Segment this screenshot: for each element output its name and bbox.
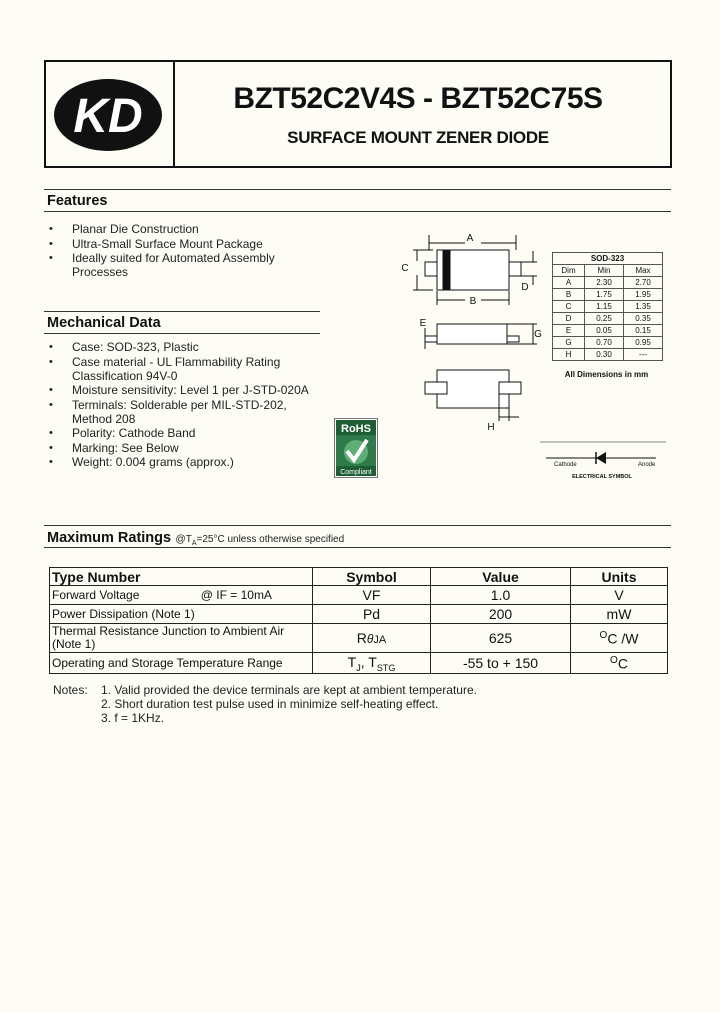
table-row	[50, 586, 668, 605]
mechanical-title: Mechanical Data	[47, 315, 161, 331]
value-cell: -55 to + 150	[431, 653, 571, 674]
dim-label-h: H	[487, 422, 495, 433]
dim-cell: 2.70	[624, 277, 663, 289]
table-row	[553, 301, 663, 313]
param-cell: Operating and Storage Temperature Range	[50, 653, 313, 674]
dim-cell: H	[553, 349, 585, 361]
unit-cell: $^O$C /W	[571, 624, 668, 653]
symbol-caption: ELECTRICAL SYMBOL	[572, 474, 632, 480]
ratings-table	[49, 567, 668, 674]
dim-label-b: B	[469, 296, 477, 307]
list-item-text: • Ideally suited for Automated Assembly	[72, 251, 275, 265]
unit-cell: $^O$C	[571, 653, 668, 674]
dimensions-table	[552, 252, 663, 361]
page-subtitle: SURFACE MOUNT ZENER DIODE	[287, 128, 549, 147]
rohs-icon	[334, 418, 378, 478]
dim-cell: 1.75	[585, 289, 624, 301]
ratings-header-units: Units	[571, 568, 668, 586]
dim-label-g: G	[534, 329, 542, 340]
dim-table-header: Min	[585, 265, 624, 277]
mechanical-list	[47, 340, 347, 470]
list-item	[47, 383, 347, 397]
table-row	[50, 653, 668, 674]
package-outline-drawing	[395, 225, 555, 435]
list-item	[47, 251, 347, 279]
list-item-text: Method 208	[72, 411, 136, 426]
dim-cell: 1.95	[624, 289, 663, 301]
list-item-text: • Marking: See Below	[72, 440, 179, 455]
ratings-header-symbol: Symbol	[313, 568, 431, 586]
dim-cell: 1.35	[624, 301, 663, 313]
ratings-header-type: Type Number	[50, 568, 313, 586]
features-rule-top	[44, 189, 671, 190]
dim-cell: D	[553, 313, 585, 325]
dim-cell: E	[553, 325, 585, 337]
table-row	[553, 277, 663, 289]
table-row	[50, 624, 668, 653]
list-item	[47, 398, 347, 426]
dim-cell: 0.30	[585, 349, 624, 361]
list-item-text: • Ultra-Small Surface Mount Package	[72, 236, 263, 251]
page-title: BZT52C2V4S - BZT52C75S	[233, 82, 603, 115]
value-cell: 625	[431, 624, 571, 653]
symbol-cell: RθJA	[313, 624, 431, 653]
table-row	[553, 337, 663, 349]
symbol-cell: Pd	[313, 605, 431, 624]
electrical-symbol	[538, 440, 668, 482]
dim-cell: A	[553, 277, 585, 289]
kd-logo	[52, 76, 164, 154]
dim-label-a: A	[466, 233, 474, 244]
dim-cell: 0.05	[585, 325, 624, 337]
list-item	[47, 441, 347, 455]
dim-table-header: Dim	[553, 265, 585, 277]
unit-cell: V	[571, 586, 668, 605]
note-item: 3. f = 1KHz.	[101, 711, 165, 725]
table-row	[553, 313, 663, 325]
table-row	[553, 349, 663, 361]
dim-cell: 0.95	[624, 337, 663, 349]
ratings-heading	[47, 529, 344, 547]
dim-cell: G	[553, 337, 585, 349]
ratings-header-value: Value	[431, 568, 571, 586]
ratings-rule-bottom	[44, 547, 671, 548]
dim-cell: 1.15	[585, 301, 624, 313]
value-cell: 200	[431, 605, 571, 624]
param-cell: Forward Voltage @ IF = 10mA	[50, 586, 313, 605]
list-item	[47, 426, 347, 440]
list-item	[47, 340, 347, 354]
dim-cell: 0.25	[585, 313, 624, 325]
list-item-text: • Case: SOD-323, Plastic	[72, 340, 199, 354]
note-item: 1. Valid provided the device terminals are kept at ambient temperature.	[101, 683, 477, 697]
dim-label-e: E	[419, 318, 427, 329]
list-item-text: • Weight: 0.004 grams (approx.)	[72, 455, 234, 469]
rohs-top-text: RoHS	[341, 423, 371, 435]
dim-table-footer: All Dimensions in mm	[564, 370, 649, 379]
dim-cell: ---	[624, 349, 663, 361]
notes-list	[101, 683, 477, 725]
logo-text: KD	[73, 90, 143, 143]
symbol-cell: $T_J$, $T_{STG}$	[313, 653, 431, 674]
unit-cell: mW	[571, 605, 668, 624]
dim-cell: 0.70	[585, 337, 624, 349]
ratings-condition: $@T_A=25^\circ C$ unless otherwise specified	[175, 534, 345, 547]
list-item-text: • Planar Die Construction	[72, 222, 199, 236]
features-rule-bottom	[44, 211, 671, 212]
notes-label: Notes:	[53, 683, 88, 697]
dim-cell: 2.30	[585, 277, 624, 289]
table-row	[553, 289, 663, 301]
features-title: Features	[47, 193, 108, 209]
symbol-cathode-label: Cathode	[554, 462, 577, 468]
table-row	[553, 325, 663, 337]
list-item-text: Processes	[72, 265, 129, 279]
dim-cell: B	[553, 289, 585, 301]
dim-cell: C	[553, 301, 585, 313]
list-item	[47, 222, 347, 236]
header-divider	[173, 60, 175, 168]
value-cell: 1.0	[431, 586, 571, 605]
dim-label-c: C	[401, 263, 409, 274]
list-item	[47, 455, 347, 469]
dim-label-d: D	[521, 282, 529, 293]
table-row	[50, 605, 668, 624]
mechanical-rule-top	[44, 311, 320, 312]
dim-cell: 0.15	[624, 325, 663, 337]
symbol-cell: VF	[313, 586, 431, 605]
list-item	[47, 355, 347, 383]
list-item-text: Classification 94V-0	[72, 368, 178, 383]
list-item-text: • Terminals: Solderable per MIL-STD-202,	[72, 397, 287, 412]
dim-cell: 0.35	[624, 313, 663, 325]
param-cell: Power Dissipation (Note 1)	[50, 605, 313, 624]
symbol-anode-label: Anode	[638, 462, 656, 468]
ratings-rule-top	[44, 525, 671, 526]
mechanical-rule-bottom	[44, 333, 320, 334]
list-item-text: • Case material - UL Flammability Rating	[72, 354, 281, 369]
note-item: 2. Short duration test pulse used in minimize self-heating effect.	[101, 697, 439, 711]
list-item	[47, 237, 347, 251]
ratings-title: Maximum Ratings	[47, 530, 172, 546]
list-item-text: • Polarity: Cathode Band	[72, 426, 196, 440]
dim-table-header: Max	[624, 265, 663, 277]
param-cell: Thermal Resistance Junction to Ambient Air (Note 1)	[50, 624, 313, 653]
list-item-text: • Moisture sensitivity: Level 1 per J-STD-020A	[72, 383, 309, 397]
dim-table-package: SOD-323	[553, 253, 663, 265]
rohs-bottom-text: Compliant	[340, 469, 372, 476]
features-list	[47, 222, 347, 280]
